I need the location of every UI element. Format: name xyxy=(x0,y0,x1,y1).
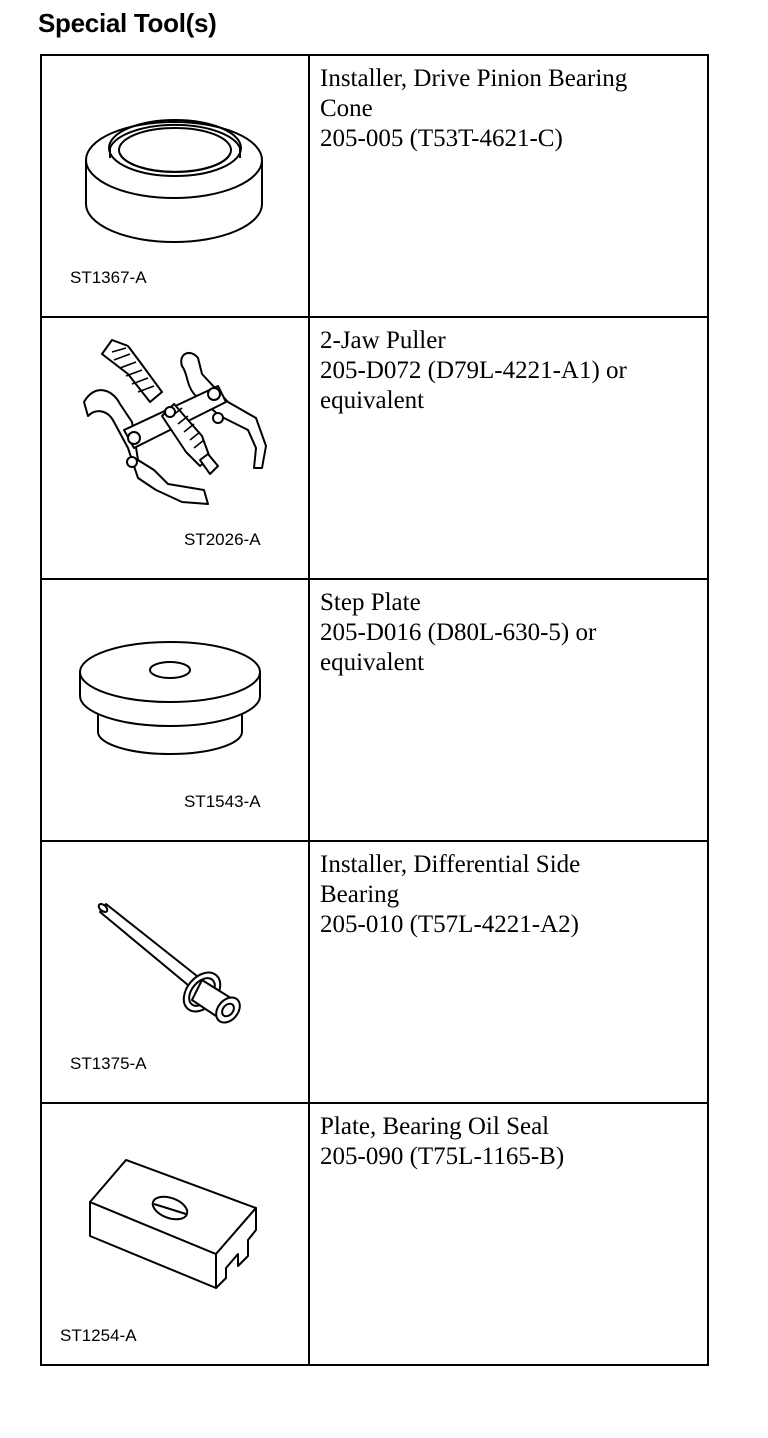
tool-description xyxy=(309,579,708,841)
table-row xyxy=(41,841,708,1103)
tool-description xyxy=(309,1103,708,1365)
figure-code: ST1375-A xyxy=(70,1054,147,1073)
page-title: Special Tool(s) xyxy=(38,8,217,38)
tool-note-line: equivalent xyxy=(320,387,425,414)
tool-number-line: 205-010 (T57L-4221-A2) xyxy=(320,911,579,938)
tool-number-line: 205-005 (T53T-4621-C) xyxy=(320,125,563,152)
figure-code: ST1254-A xyxy=(60,1326,137,1345)
table-row xyxy=(41,317,708,579)
tool-description xyxy=(309,841,708,1103)
tool-name-line: Plate, Bearing Oil Seal xyxy=(320,1113,550,1140)
tool-name-line: Bearing xyxy=(320,881,400,908)
bearing-oil-seal-plate-icon xyxy=(42,1104,308,1356)
step-plate-icon xyxy=(42,580,308,832)
tool-number-line: 205-D072 (D79L-4221-A1) or xyxy=(320,357,627,384)
figure-code: ST1367-A xyxy=(70,268,147,287)
tool-figure-cell xyxy=(41,579,309,841)
tool-name-line: Cone xyxy=(320,95,373,122)
tool-note-line: equivalent xyxy=(320,649,425,676)
tool-name-line: Installer, Differential Side xyxy=(320,851,581,878)
tool-name-line: Step Plate xyxy=(320,589,421,616)
tool-number-line: 205-090 (T75L-1165-B) xyxy=(320,1143,565,1170)
table-row xyxy=(41,55,708,317)
tool-description xyxy=(309,55,708,317)
figure-code: ST1543-A xyxy=(184,792,261,811)
tool-figure-cell xyxy=(41,317,309,579)
tool-description xyxy=(309,317,708,579)
tool-figure-cell xyxy=(41,1103,309,1365)
tool-name-line: Installer, Drive Pinion Bearing xyxy=(320,65,628,92)
special-tools-table xyxy=(40,54,709,1366)
tool-figure-cell xyxy=(41,55,309,317)
figure-code: ST2026-A xyxy=(184,530,261,549)
two-jaw-puller-icon xyxy=(42,318,308,570)
table-row xyxy=(41,579,708,841)
tool-name-line: 2-Jaw Puller xyxy=(320,327,446,354)
table-row xyxy=(41,1103,708,1365)
tool-number-line: 205-D016 (D80L-630-5) or xyxy=(320,619,597,646)
tool-figure-cell xyxy=(41,841,309,1103)
